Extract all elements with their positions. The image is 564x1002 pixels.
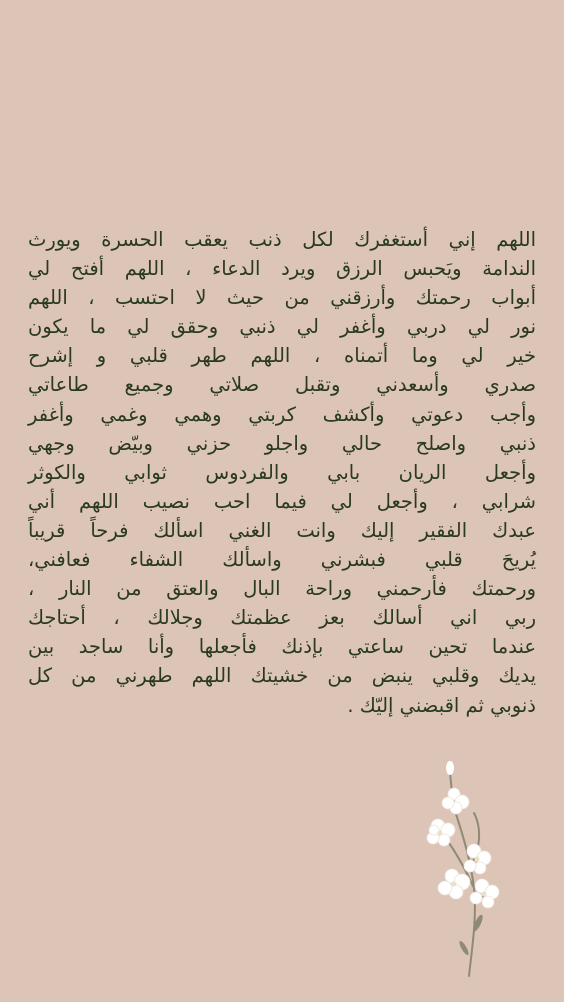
dua-line: صدري وأسعدني وتقبل صلاتي وجميع طاعاتي	[28, 373, 536, 397]
jasmine-flower-icon	[412, 758, 522, 978]
dua-line: الندامة ويَحبس الرزق ويرد الدعاء ، اللهم أفتح لي	[28, 257, 536, 281]
dua-line: يُريحَ قلبي فبشرني واسألك الشفاء فعافني،	[28, 548, 536, 572]
dua-line: ذنبي واصلح حالي واجلو حزني وبيّض وجهي	[28, 431, 536, 455]
dua-line: ذنوبي ثم اقبضني إليّك .	[347, 693, 536, 717]
dua-line: اللهم إني أستغفرك لكل ذنب يعقب الحسرة ويورث	[28, 228, 536, 251]
dua-line: عبدك الفقير إليك وانت الغني اسألك فرحاً قريباً	[28, 518, 536, 542]
dua-line: شرابي ، وأجعل لي فيما احب نصيب اللهم أني	[28, 489, 536, 513]
dua-text	[28, 225, 536, 720]
dua-line: وأجعل الريان بابي والفردوس ثوابي والكوثر	[28, 460, 536, 484]
dua-line: نور لي دربي وأغفر لي ذنبي وحقق لي ما يكون	[28, 315, 536, 339]
dua-line: عندما تحين ساعتي بإذنك فأجعلها وأنا ساجد بين	[28, 635, 536, 659]
dua-line: أبواب رحمتك وأرزقني من حيث لا احتسب ، اللهم	[28, 286, 536, 310]
dua-line: يديك وقلبي ينبض من خشيتك اللهم طهرني من كل	[28, 664, 536, 688]
dua-line: خير لي وما أتمناه ، اللهم طهر قلبي و إشرح	[28, 344, 536, 368]
dua-line: وأجب دعوتي وأكشف كربتي وهمي وغمي وأغفر	[28, 402, 536, 426]
dua-line: ربي اني أسالك بعز عظمتك وجلالك ، أحتاجك	[28, 606, 536, 630]
dua-line: ورحمتك فأرحمني وراحة البال والعتق من النار ،	[28, 577, 536, 601]
